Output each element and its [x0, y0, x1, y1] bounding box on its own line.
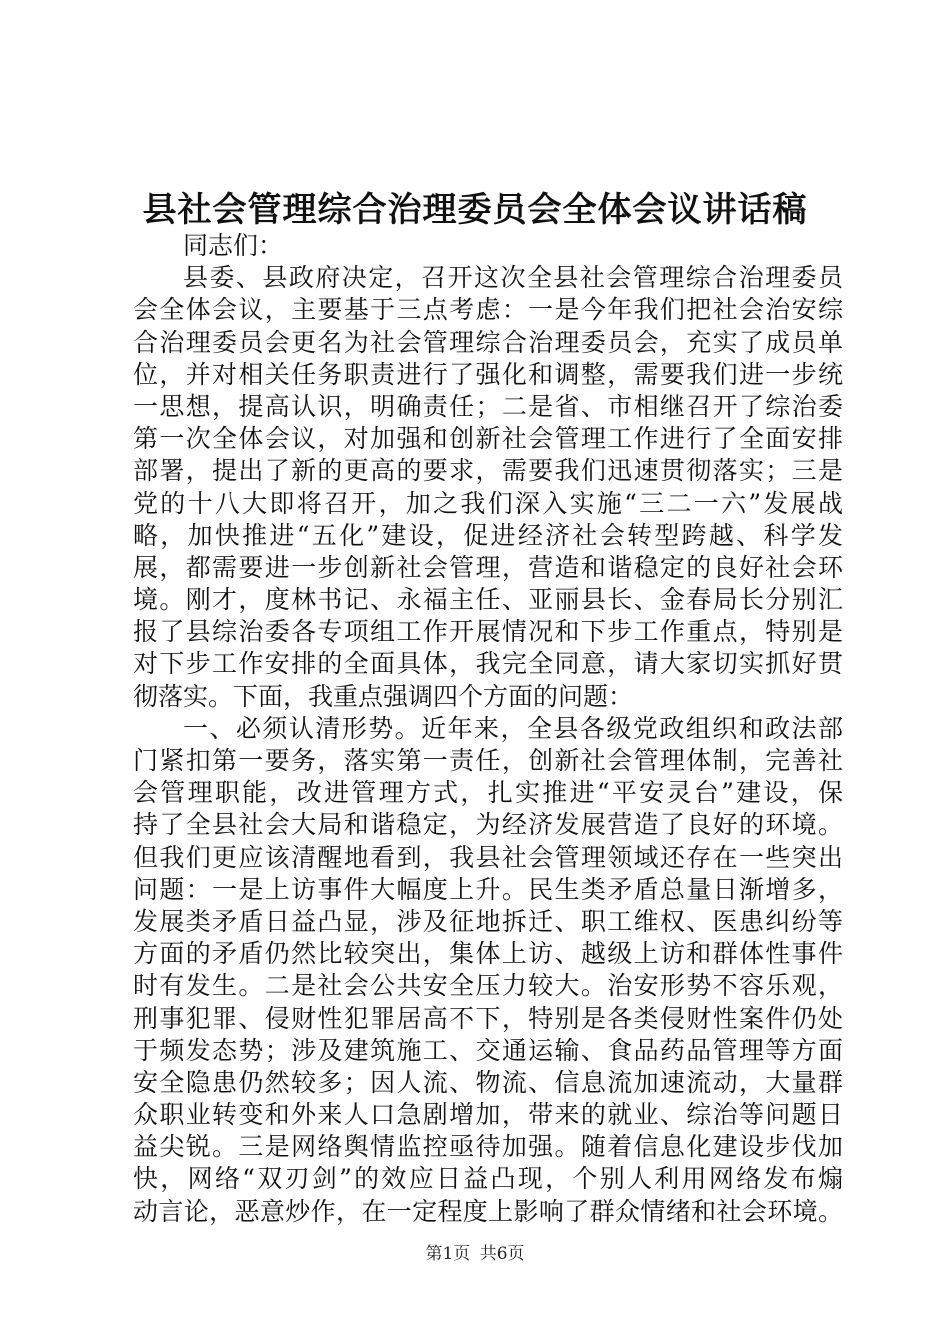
body-line: 部署，提出了新的更高的要求，需要我们迅速贯彻落实；三是	[133, 456, 843, 486]
body-line: 略，加快推进“五化”建设，促进经济社会转型跨越、科学发	[133, 520, 843, 550]
body-line: 一思想，提高认识，明确责任；二是省、市相继召开了综治委	[133, 391, 843, 421]
body-line: 于频发态势；涉及建筑施工、交通运输、食品药品管理等方面	[133, 1035, 843, 1065]
body-line: 益尖锐。三是网络舆情监控亟待加强。随着信息化建设步伐加	[133, 1132, 843, 1162]
body-line: 持了全县社会大局和谐稳定，为经济发展营造了良好的环境。	[133, 810, 843, 840]
body-line: 一、必须认清形势。近年来，全县各级党政组织和政法部	[183, 713, 843, 743]
body-line: 众职业转变和外来人口急剧增加，带来的就业、综治等问题日	[133, 1100, 843, 1130]
body-line: 第一次全体会议，对加强和创新社会管理工作进行了全面安排	[133, 424, 843, 454]
body-line: 县委、县政府决定，召开这次全县社会管理综合治理委员	[183, 263, 843, 293]
body-line: 报了县综治委各专项组工作开展情况和下步工作重点，特别是	[133, 617, 843, 647]
body-line: 动言论，恶意炒作，在一定程度上影响了群众情绪和社会环境。	[133, 1196, 843, 1226]
body-line: 发展类矛盾日益凸显，涉及征地拆迁、职工维权、医患纠纷等	[133, 906, 843, 936]
body-line: 合治理委员会更名为社会管理综合治理委员会，充实了成员单	[133, 327, 843, 357]
body-line: 会管理职能，改进管理方式，扎实推进“平安灵台”建设，保	[133, 778, 843, 808]
body-line: 境。刚才，度林书记、永福主任、亚丽县长、金春局长分别汇	[133, 585, 843, 615]
body-line: 位，并对相关任务职责进行了强化和调整，需要我们进一步统	[133, 359, 843, 389]
page-number: 第1页	[425, 1244, 471, 1264]
body-line: 会全体会议，主要基于三点考虑：一是今年我们把社会治安综	[133, 295, 843, 325]
body-line: 快，网络“双刃剑”的效应日益凸现，个别人利用网络发布煽	[133, 1164, 843, 1194]
body-line: 同志们：	[183, 231, 284, 260]
page-footer	[0, 1243, 950, 1265]
body-line: 党的十八大即将召开，加之我们深入实施“三二一六”发展战	[133, 488, 843, 518]
body-line: 对下步工作安排的全面具体，我完全同意，请大家切实抓好贯	[133, 649, 843, 679]
body-line: 彻落实。下面，我重点强调四个方面的问题：	[133, 681, 634, 711]
document-body	[133, 230, 843, 1228]
page-total: 共6页	[479, 1244, 525, 1264]
body-line: 门紧扣第一要务，落实第一责任，创新社会管理体制，完善社	[133, 746, 843, 775]
body-line: 问题：一是上访事件大幅度上升。民生类矛盾总量日渐增多，	[133, 874, 843, 904]
body-line: 展，都需要进一步创新社会管理，营造和谐稳定的良好社会环	[133, 552, 843, 582]
body-line: 安全隐患仍然较多；因人流、物流、信息流加速流动，大量群	[133, 1067, 843, 1097]
body-line: 方面的矛盾仍然比较突出，集体上访、越级上访和群体性事件	[133, 939, 843, 969]
document-title: 县社会管理综合治理委员会全体会议讲话稿	[142, 190, 808, 230]
body-line: 时有发生。二是社会公共安全压力较大。治安形势不容乐观，	[133, 971, 843, 1001]
body-line: 刑事犯罪、侵财性犯罪居高不下，特别是各类侵财性案件仍处	[133, 1003, 843, 1033]
body-line: 但我们更应该清醒地看到，我县社会管理领域还存在一些突出	[133, 842, 843, 872]
